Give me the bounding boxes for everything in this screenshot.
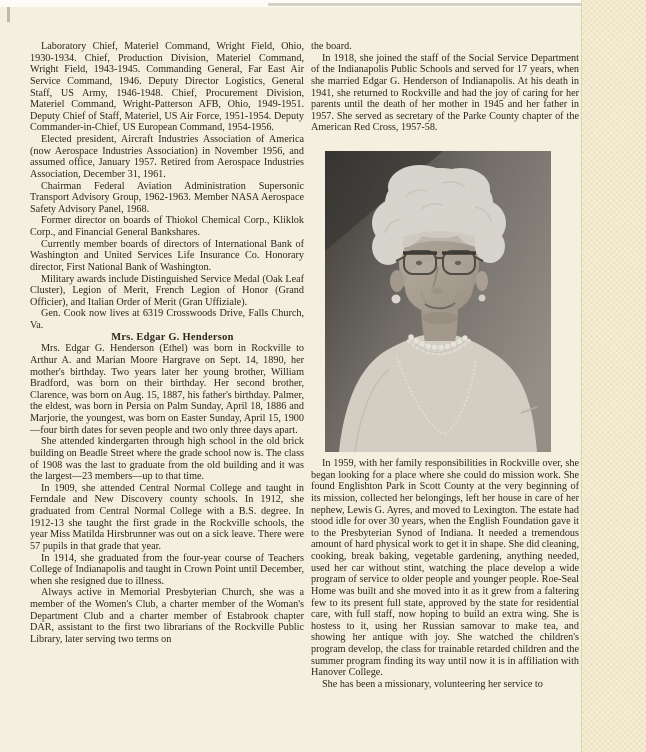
section-heading: Mrs. Edgar G. Henderson xyxy=(111,331,234,343)
scan-corner-mark xyxy=(7,7,10,22)
body-paragraph: Always active in Memorial Presbyterian Church, she was a member of the Women's Club, a charter member of the Woman's Department Club and a charter member of Estabrook chapter DAR, assistant to the first two librarians of the Rockville Public Library, later serving two terms on xyxy=(30,587,304,645)
body-paragraph: She has been a missionary, volunteering her service to xyxy=(322,678,543,690)
body-paragraph: the board. xyxy=(311,41,352,52)
body-paragraph: In 1959, with her family responsibilities in Rockville over, she began looking for a place where she could do mission work. She found Englishton Park in Scott County at the very beginning of its mission, collected her belongings, left her house in care of her nephew, Lewis G. Ayres, and moved to Lexington. The estate had stood idle for over 30 years, when the English Foundation gave it to the Presbyterian Synod of Indiana. It needed a tremendous amount of hard physical work to get it in shape. She did cleaning, cooking, break baking, vegetable gardening, anything needed, used her car without stint, watching the place develop a wide program of service to older people and younger people. Roe-Seal Home was built and she moved into it as it grew from a faltering few to its present full state, approved by the state for residential care, with full staff, now hoping to build an extra wing. She is hostess to it, using her Russian samovar to make tea, and showing her antique with joy. She watched the children's program develop, the class for trainable retarded children and the summer program finding its way until now it is in affiliation with Hanover College. xyxy=(311,458,579,679)
body-paragraph: Currently member boards of directors of International Bank of Washington and United Services Life Insurance Co. Honorary director, First National Bank of Washington. xyxy=(30,238,304,273)
body-paragraph: Military awards include Distinguished Service Medal (Oak Leaf Cluster), Legion of Merit, French Legion of Honor (Grand Officier), and Italian Order of Merit (Gran Uffiziale). xyxy=(30,273,304,308)
body-paragraph: In 1918, she joined the staff of the Social Service Department of the Indianapolis Public Schools and served for 17 years, when she married Edgar G. Henderson of Indianapolis. At his death in 1941, she returned to Rockville and had the joy of caring for her parents until the death of her mother in 1945 and her father in 1957. She served as secretary of the Parke County chapter of the American Red Cross, 1957-58. xyxy=(311,52,579,134)
body-paragraph: Chairman Federal Aviation Administration Supersonic Transport Advisory Group, 1962-1963. Member NASA Aerospace Safety Advisory Panel, 1968. xyxy=(30,180,304,215)
body-paragraph: Elected president, Aircraft Industries Association of America (now Aerospace Industries Association) in November 1956, and assumed office, January 1957. Retired from Aerospace Industries Association, December 31, 1961. xyxy=(30,134,304,180)
body-paragraph: Laboratory Chief, Materiel Command, Wright Field, Ohio, 1930-1934. Chief, Production Division, Materiel Command, Wright Field, 1943-1945. Commanding General, Far East Air Service Command, 1946. Deputy Director Logistics, General Staff, US Army, 1946-1948. Chief, Procurement Division, Materiel Command, Wright-Patterson AFB, Ohio, 1949-1951. Deputy Chief of Staff, Materiel, US Air Force, 1951-1954. Deputy Commander-in-Chief, US European Command, 1954-1956. xyxy=(30,41,304,134)
body-paragraph: In 1909, she attended Central Normal College and taught in Ferndale and New Discovery county schools. In 1912, she graduated from Central Normal College with a B.S. degree. In 1912-13 she taught the first grade in the Rockville schools, the year Miss Matilda Hirsbrunner was out on a sick leave. There were 57 pupils in that grade that year. xyxy=(30,482,304,552)
portrait-photo xyxy=(325,151,551,452)
page-edge-texture xyxy=(581,0,646,752)
right-column xyxy=(311,41,579,691)
body-paragraph: Former director on boards of Thiokol Chemical Corp., Kliklok Corp., and Financial General Bankshares. xyxy=(30,215,304,238)
body-paragraph: Mrs. Edgar G. Henderson (Ethel) was born in Rockville to Arthur A. and Marian Moore Hargrave on Sept. 14, 1890, her mother's birthday. Two years later her young brother, William Bradford, was born on their birthday. Her second brother, Clarence, was born on Aug. 15, 1887, his father's birthday. Palmer, the eldest, was born in Persia on Palm Sunday, April 18, 1886 and Marjorie, the youngest, was born on Easter Sunday, April 15, 1900—four birth dates for seven people and two only three days apart. xyxy=(30,343,304,436)
body-paragraph: Gen. Cook now lives at 6319 Crosswoods Drive, Falls Church, Va. xyxy=(30,308,304,331)
body-paragraph: In 1914, she graduated from the four-year course of Teachers College of Indianapolis and taught in Crown Point until December, when she resigned due to illness. xyxy=(30,552,304,587)
body-paragraph: She attended kindergarten through high school in the old brick building on Beadle Street where the grade school now is. The class of 1908 was the last to graduate from the old building and it was the largest—23 members—up to that time. xyxy=(30,436,304,483)
left-column xyxy=(30,41,304,646)
